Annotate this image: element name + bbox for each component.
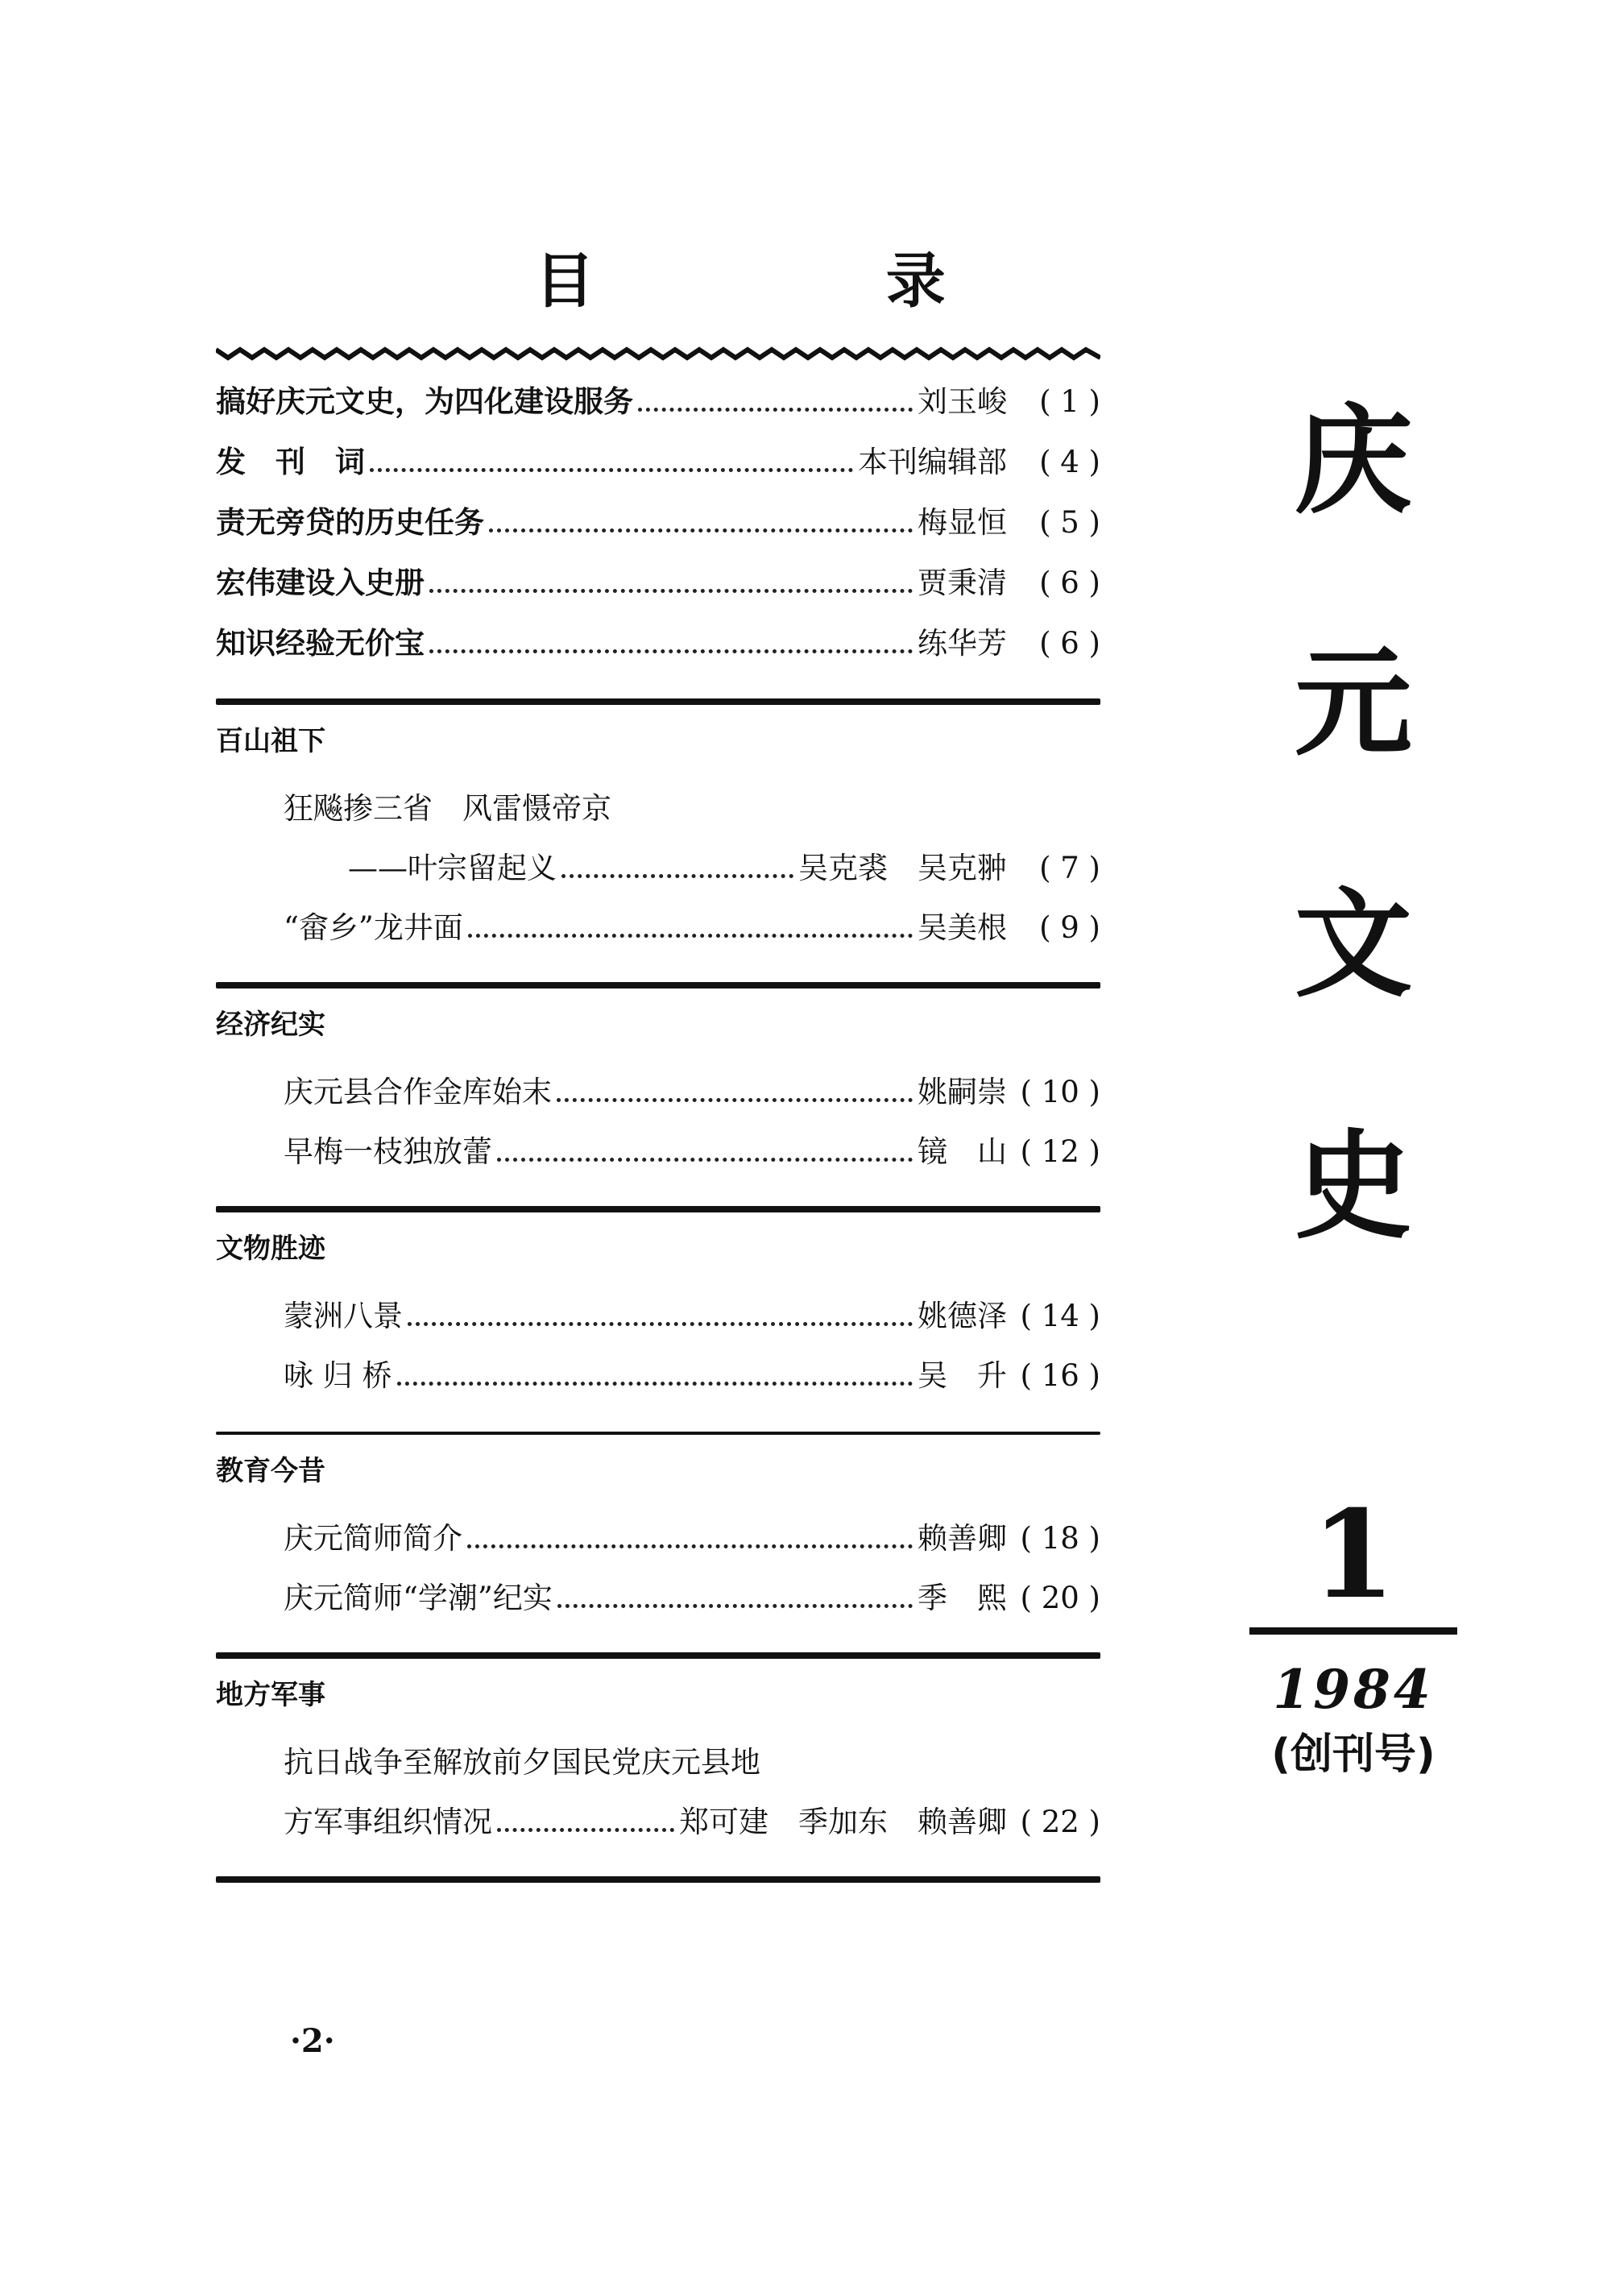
dot-leader <box>468 934 913 938</box>
entry-author: 梅显恒 <box>918 505 1007 540</box>
dot-leader <box>489 528 913 533</box>
entry-title: 咏 归 桥 <box>284 1358 392 1393</box>
entry-page: ( 4 ) <box>1039 445 1100 479</box>
dot-leader <box>497 1828 674 1832</box>
entry-author: 郑可建 季加东 赖善卿 <box>679 1805 1007 1839</box>
toc-section <box>216 723 1100 972</box>
entry-author: 刘玉峻 <box>918 384 1007 419</box>
toc-section <box>216 1006 1100 1196</box>
journal-title-char: 文 <box>1295 876 1412 1013</box>
section-divider <box>216 982 1100 989</box>
entry-title: 庆元简师“学潮”纪实 <box>284 1581 553 1615</box>
entry-page: ( 9 ) <box>1039 910 1100 945</box>
section-heading: 百山祖下 <box>216 725 325 757</box>
entry-author: 吴克裘 吴克翀 <box>798 851 1007 885</box>
section-heading: 经济纪实 <box>216 1009 325 1041</box>
dot-leader <box>429 589 913 593</box>
entry-page: ( 12 ) <box>1020 1134 1100 1169</box>
toc-body <box>216 384 1100 1900</box>
toc-entry[interactable] <box>216 447 1100 508</box>
entry-title: 蒙洲八景 <box>284 1299 403 1333</box>
top-entries <box>216 384 1100 689</box>
page-number: ·2· <box>290 2022 335 2060</box>
toc-title: 目 录 <box>535 247 1081 316</box>
entry-author: 镜 山 <box>918 1134 1007 1169</box>
section-divider <box>216 1432 1100 1435</box>
entry-title: 发 刊 词 <box>216 445 365 479</box>
entry-author: 贾秉清 <box>918 566 1007 600</box>
entry-title: 方军事组织情况 <box>284 1805 492 1839</box>
toc-section <box>216 1230 1100 1420</box>
entry-title: 责无旁贷的历史任务 <box>216 505 484 540</box>
entry-page: ( 1 ) <box>1039 384 1100 419</box>
section-divider <box>216 1652 1100 1659</box>
entry-title: 庆元县合作金库始末 <box>284 1075 552 1109</box>
toc-entry[interactable] <box>216 505 1100 568</box>
journal-title <box>1273 392 1434 1370</box>
entry-author: 本刊编辑部 <box>858 445 1007 479</box>
entry-page: ( 10 ) <box>1020 1075 1100 1109</box>
dot-leader <box>429 649 913 653</box>
dot-leader <box>557 1098 913 1102</box>
issue-year: 1984 <box>1273 1658 1434 1721</box>
dot-leader <box>561 874 793 878</box>
entry-author: 姚德泽 <box>918 1299 1007 1333</box>
section-divider <box>216 1206 1100 1212</box>
issue-divider <box>1249 1627 1457 1635</box>
entry-author: 赖善卿 <box>918 1521 1007 1556</box>
toc-entry[interactable] <box>216 1134 1100 1196</box>
entry-page: ( 6 ) <box>1039 626 1100 661</box>
toc-entry[interactable] <box>216 1301 1100 1361</box>
entry-title: 早梅一枝独放蕾 <box>284 1134 492 1169</box>
toc-entry[interactable] <box>216 568 1100 628</box>
toc-section <box>216 1677 1100 1867</box>
issue-note: (创刊号) <box>1271 1730 1436 1779</box>
entry-page: ( 5 ) <box>1039 505 1100 540</box>
entry-title-line[interactable]: 抗日战争至解放前夕国民党庆元县地 <box>284 1745 760 1780</box>
entry-page: ( 18 ) <box>1020 1521 1100 1556</box>
journal-title-char: 史 <box>1295 1117 1412 1255</box>
entry-author: 练华芳 <box>918 626 1007 661</box>
dot-leader <box>557 1604 913 1608</box>
section-heading: 教育今昔 <box>216 1455 325 1487</box>
section-divider <box>216 1876 1100 1883</box>
entry-page: ( 16 ) <box>1020 1358 1100 1393</box>
toc-section <box>216 1453 1100 1643</box>
section-divider <box>216 698 1100 705</box>
section-heading: 文物胜迹 <box>216 1233 325 1265</box>
issue-number: 1 <box>1311 1484 1396 1626</box>
entry-page: ( 7 ) <box>1039 851 1100 885</box>
toc-entry[interactable] <box>216 1807 1100 1867</box>
toc-entry[interactable] <box>216 384 1100 447</box>
issue-block <box>1241 1484 1466 1783</box>
entry-author: 吴 升 <box>918 1358 1007 1393</box>
entry-author: 姚嗣崇 <box>918 1075 1007 1109</box>
dot-leader <box>370 468 853 472</box>
zigzag-divider <box>216 345 1100 363</box>
entry-title: 知识经验无价宝 <box>216 626 425 661</box>
toc-entry[interactable] <box>216 628 1100 689</box>
journal-title-char: 庆 <box>1295 392 1412 530</box>
entry-page: ( 20 ) <box>1020 1581 1100 1615</box>
toc-entry[interactable] <box>216 1583 1100 1643</box>
entry-page: ( 6 ) <box>1039 566 1100 600</box>
entry-author: 吴美根 <box>918 910 1007 945</box>
entry-title: 宏伟建设入史册 <box>216 566 425 600</box>
dot-leader <box>408 1322 913 1326</box>
dot-leader <box>467 1544 913 1548</box>
dot-leader <box>638 408 913 412</box>
toc-entry[interactable] <box>216 1077 1100 1137</box>
entry-title: 搞好庆元文史，为四化建设服务 <box>216 384 633 419</box>
entry-title-line[interactable]: 狂飚掺三省 风雷慑帝京 <box>284 791 611 826</box>
dot-leader <box>397 1382 913 1386</box>
section-heading: 地方军事 <box>216 1679 325 1711</box>
entry-title: ——叶宗留起义 <box>348 851 557 885</box>
entry-page: ( 14 ) <box>1020 1299 1100 1333</box>
entry-title: “畲乡”龙井面 <box>284 910 463 945</box>
dot-leader <box>497 1158 913 1162</box>
toc-entry[interactable] <box>216 1523 1100 1583</box>
toc-entry[interactable] <box>216 853 1100 913</box>
toc-entry[interactable] <box>216 1358 1100 1420</box>
entry-author: 季 熙 <box>918 1581 1007 1615</box>
entry-title: 庆元简师简介 <box>284 1521 462 1556</box>
toc-entry[interactable] <box>216 910 1100 972</box>
entry-page: ( 22 ) <box>1020 1805 1100 1839</box>
journal-title-char: 元 <box>1295 634 1412 772</box>
